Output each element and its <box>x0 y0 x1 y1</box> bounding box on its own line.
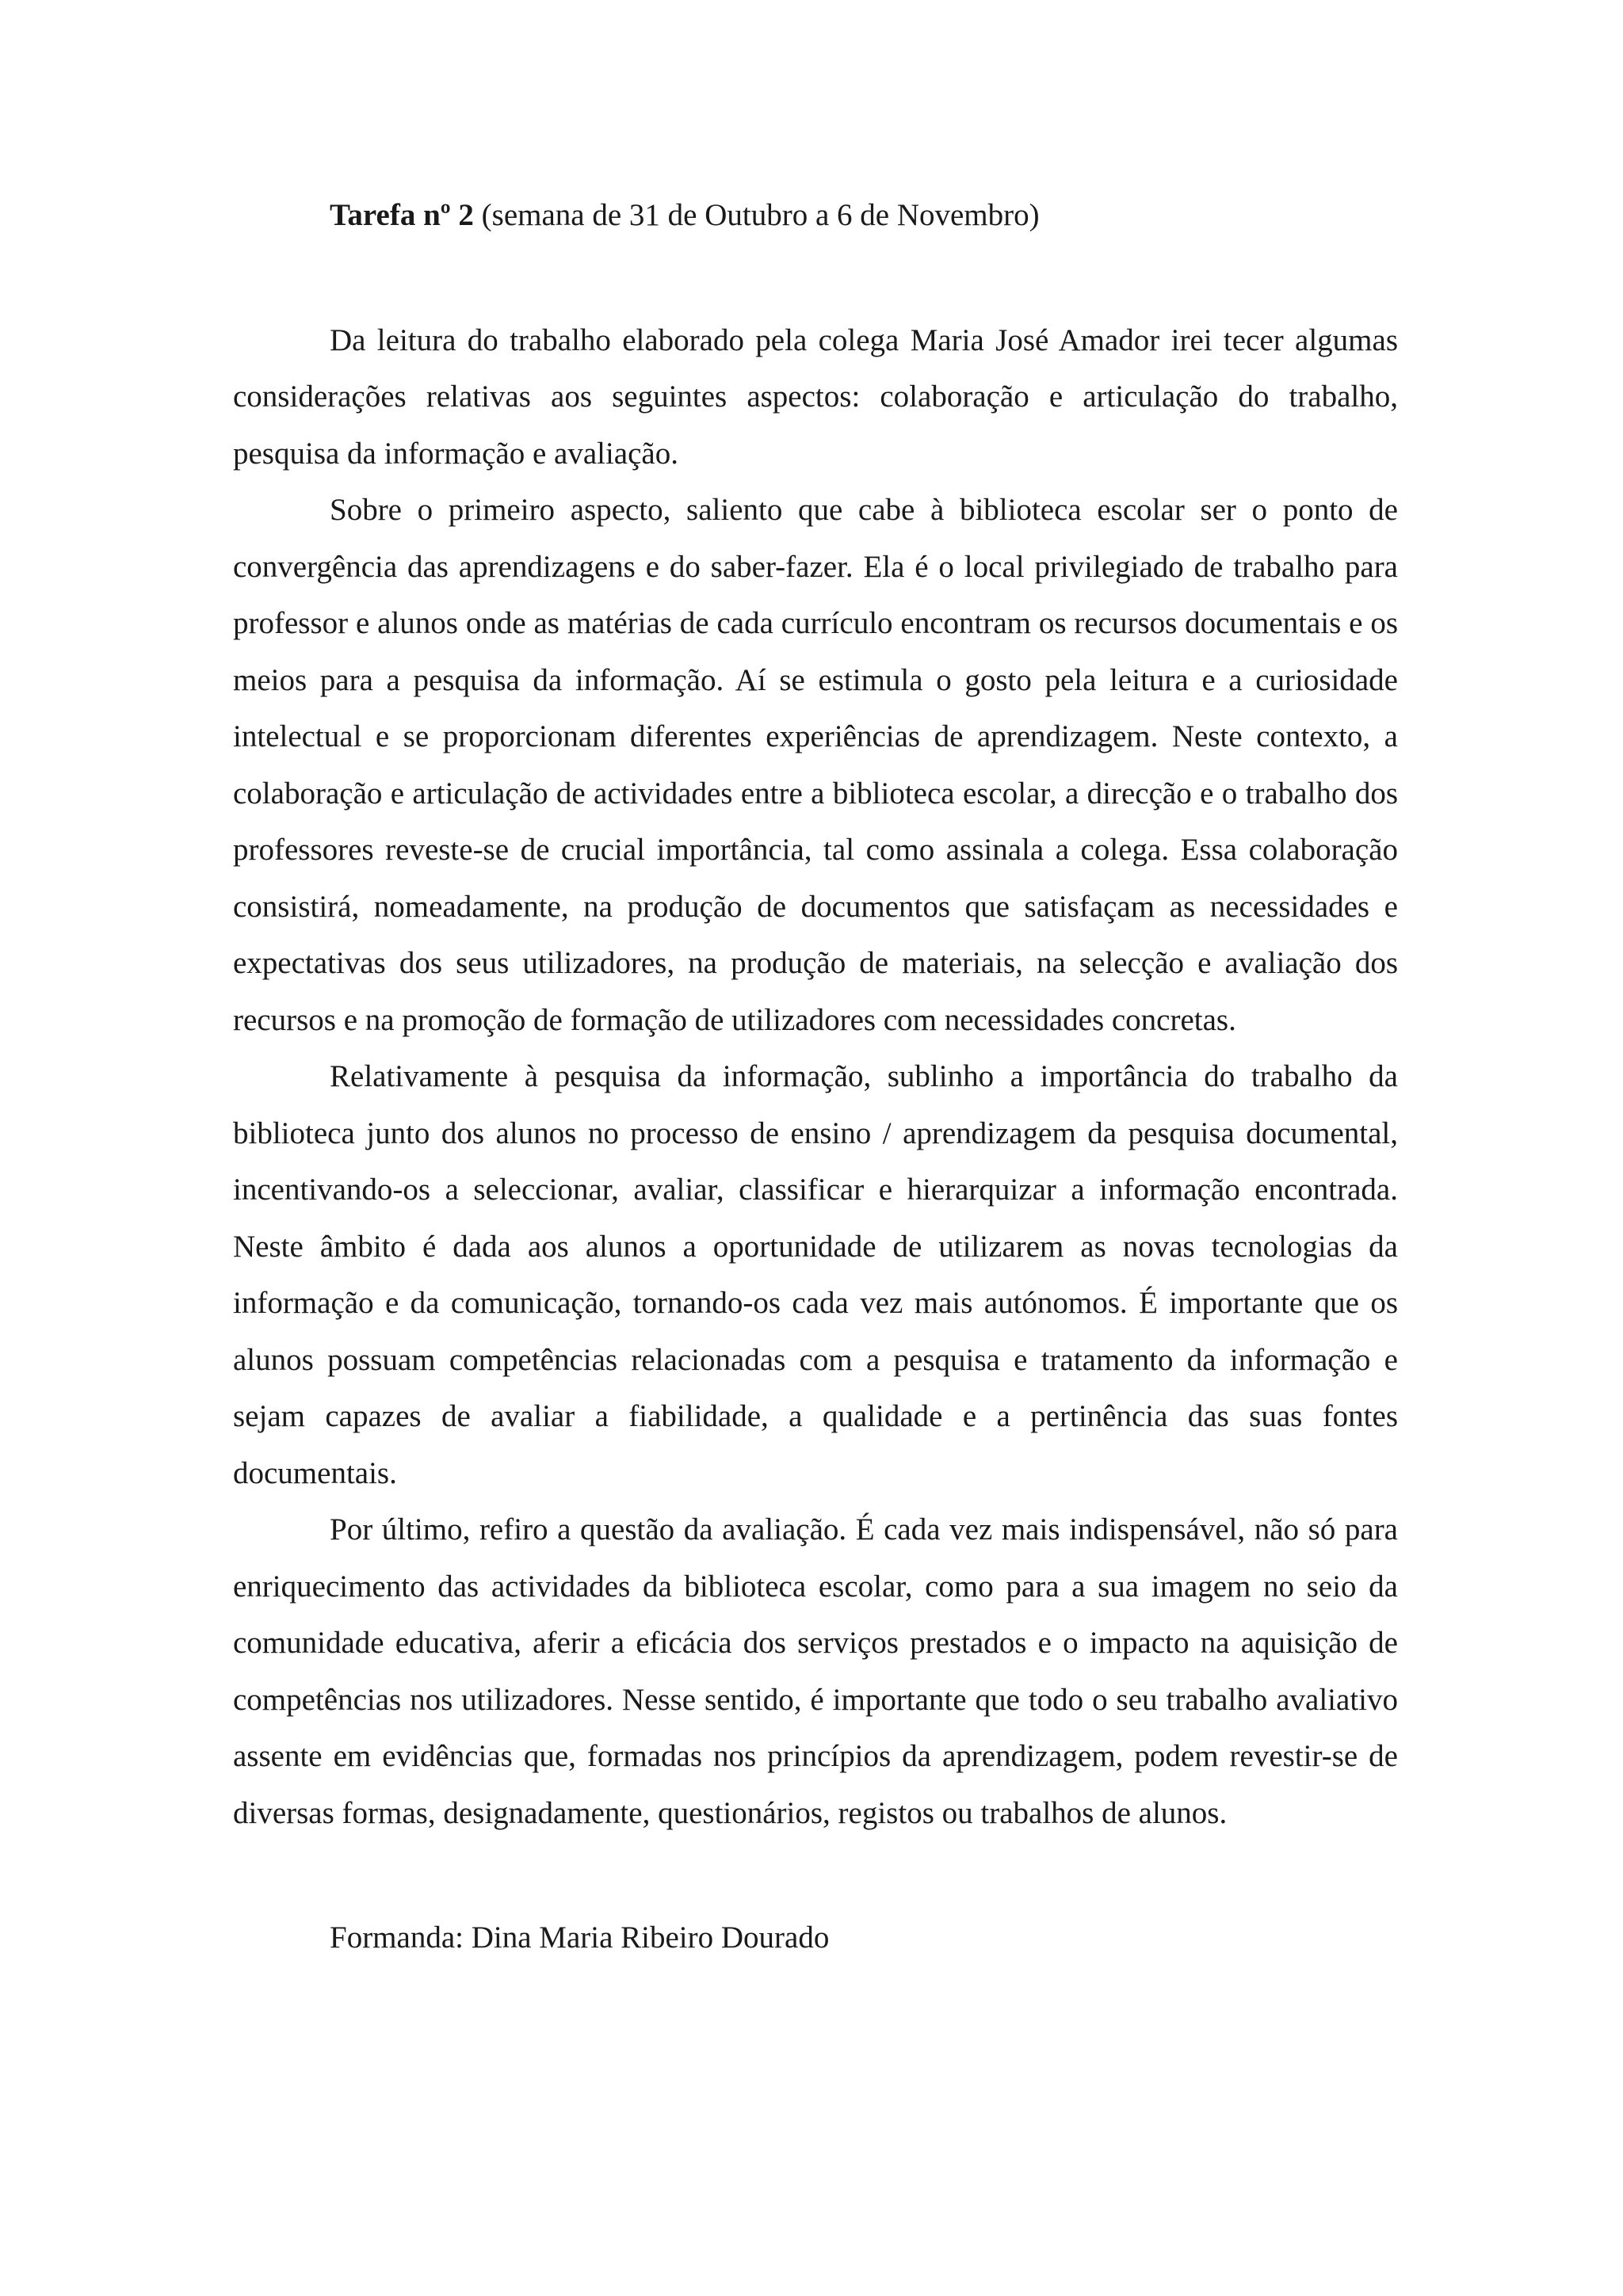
paragraph-information-research: Relativamente à pesquisa da informação, sublinho a importância do trabalho da biblioteca junto dos alunos no processo de ensino / aprendizagem da pesquisa documental, incentivando-os a seleccionar, avaliar, classificar e hierarquizar a informação encontrada. Neste âmbito é dada aos alunos a oportunidade de utilizarem as novas tecnologias da informação e da comunicação, tornando-os cada vez mais autónomos. É importante que os alunos possuam competências relacionadas com a pesquisa e tratamento da informação e sejam capazes de avaliar a fiabilidade, a qualidade e a pertinência das suas fontes documentais. <box>233 1059 1398 1490</box>
task-title <box>233 187 1398 244</box>
author-signature: Formanda: Dina Maria Ribeiro Dourado <box>330 1920 830 1955</box>
title-spacing <box>233 244 1398 312</box>
paragraph-introduction: Da leitura do trabalho elaborado pela colega Maria José Amador irei tecer algumas considerações relativas aos seguintes aspectos: colaboração e articulação do trabalho, pesquisa da informação e avaliação. <box>233 322 1398 471</box>
paragraph-evaluation: Por último, refiro a questão da avaliação. É cada vez mais indispensável, não só para enriquecimento das actividades da biblioteca escolar, como para a sua imagem no seio da comunidade educativa, aferir a eficácia dos serviços prestados e o impacto na aquisição de competências nos utilizadores. Nesse sentido, é importante que todo o seu trabalho avaliativo assente em evidências que, formadas nos princípios da aprendizagem, podem revestir-se de diversas formas, designadamente, questionários, registos ou trabalhos de alunos. <box>233 1512 1398 1830</box>
signature-spacing <box>233 1841 1398 1909</box>
task-label: Tarefa nº 2 <box>330 198 474 232</box>
document-body <box>233 187 1398 1966</box>
paragraph-collaboration: Sobre o primeiro aspecto, saliento que cabe à biblioteca escolar ser o ponto de convergência das aprendizagens e do saber-fazer. Ela é o local privilegiado de trabalho para professor e alunos onde as matérias de cada currículo encontram os recursos documentais e os meios para a pesquisa da informação. Aí se estimula o gosto pela leitura e a curiosidade intelectual e se proporcionam diferentes experiências de aprendizagem. Neste contexto, a colaboração e articulação de actividades entre a biblioteca escolar, a direcção e o trabalho dos professores reveste-se de crucial importância, tal como assinala a colega. Essa colaboração consistirá, nomeadamente, na produção de documentos que satisfaçam as necessidades e expectativas dos seus utilizadores, na produção de materiais, na selecção e avaliação dos recursos e na promoção de formação de utilizadores com necessidades concretas. <box>233 493 1398 1037</box>
task-week-range: (semana de 31 de Outubro a 6 de Novembro) <box>473 198 1040 232</box>
